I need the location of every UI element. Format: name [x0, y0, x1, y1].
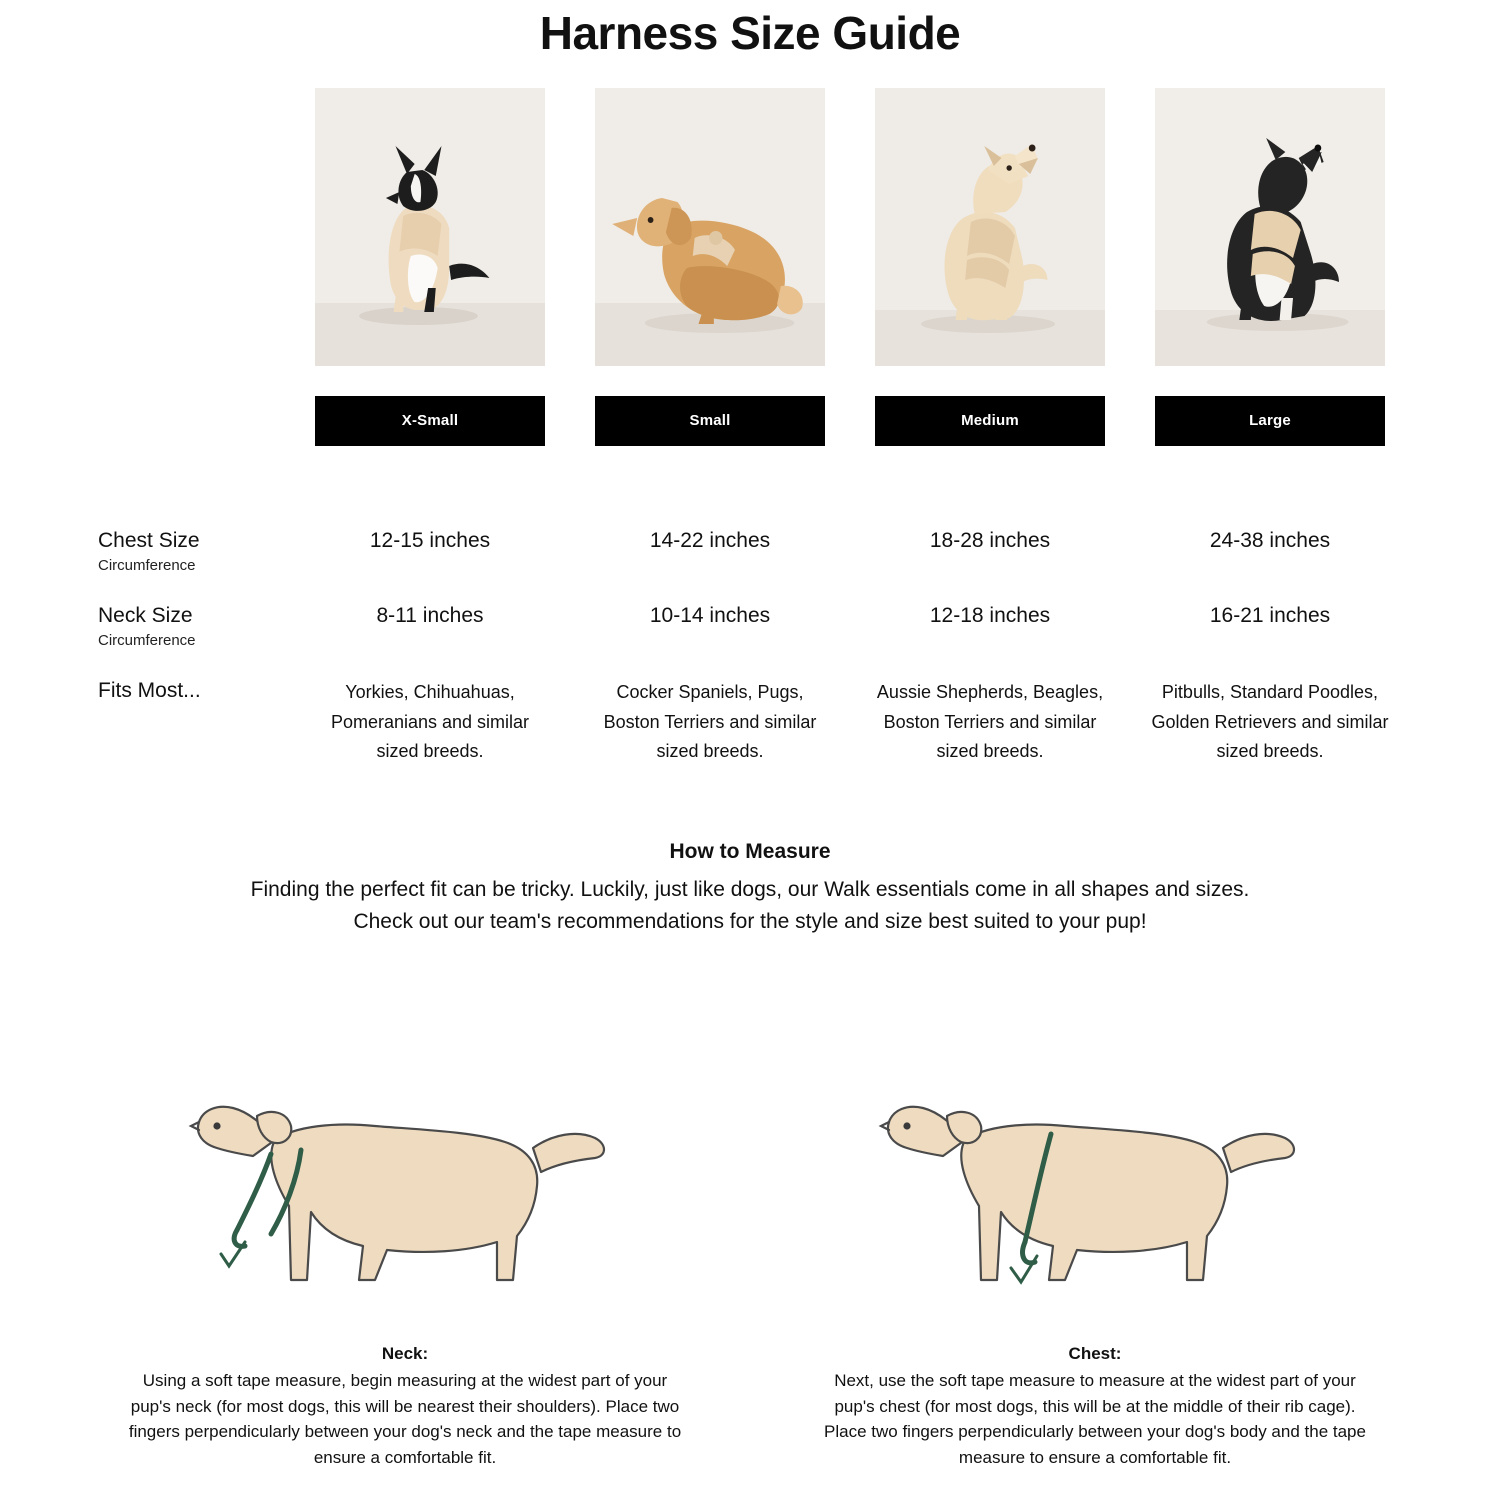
measure-illustrations	[60, 1030, 1440, 1470]
chest-value-xsmall: 12-15 inches	[369, 529, 491, 552]
grid-spacer	[90, 88, 290, 366]
size-label-cell-medium	[850, 366, 1130, 446]
chest-value-medium: 18-28 inches	[929, 529, 1051, 552]
dog-chest-measure-illustration	[750, 1030, 1440, 1330]
chest-value-large: 24-38 inches	[1209, 529, 1331, 552]
chest-measure-column	[750, 1030, 1440, 1470]
neck-measure-column	[60, 1030, 750, 1470]
size-label-cell-xsmall	[290, 366, 570, 446]
size-label-cell-small	[570, 366, 850, 446]
fits-value-small: Cocker Spaniels, Pugs, Boston Terriers and similar sized breeds.	[603, 682, 817, 761]
fits-value-xsmall: Yorkies, Chihuahuas, Pomeranians and similar sized breeds.	[330, 682, 530, 761]
row-label-fits-text: Fits Most...	[98, 679, 201, 703]
photo-cell-medium	[850, 88, 1130, 366]
chest-measure-text: Next, use the soft tape measure to measure at the widest part of your pup's chest (for most dogs, this will be at the middle of their rib cage). Place two fingers perpendicularly between your dog's body and the tape measure to ensure a comfortable fit.	[824, 1371, 1366, 1467]
neck-measure-heading: Neck:	[381, 1344, 429, 1363]
row-label-neck-sub: Circumference	[98, 632, 196, 650]
photo-cell-large	[1130, 88, 1410, 366]
how-to-measure-body: Finding the perfect fit can be tricky. Luckily, just like dogs, our Walk essentials come in all shapes and sizes. Check out our team's recommendations for the style and size best suited to your pup!	[250, 878, 1250, 933]
row-label-neck	[90, 575, 290, 650]
terrier-mix-wearing-harness-photo	[875, 88, 1105, 366]
neck-measure-text: Using a soft tape measure, begin measuring at the widest part of your pup's neck (for most dogs, this will be nearest their shoulders). Place two fingers perpendicularly between your dog's neck and the tape measure to ensure a comfortable fit.	[128, 1371, 682, 1467]
neck-value-xsmall: 8-11 inches	[376, 604, 484, 628]
neck-value-medium: 12-18 inches	[929, 604, 1051, 628]
dog-neck-measure-illustration	[60, 1030, 750, 1330]
chest-measure-heading: Chest:	[1068, 1344, 1122, 1363]
size-badge-large: Large	[1155, 396, 1385, 446]
size-badge-xsmall: X-Small	[315, 396, 545, 446]
how-to-measure-title: How to Measure	[669, 840, 831, 863]
spec-table	[90, 500, 1410, 766]
neck-value-large: 16-21 inches	[1209, 604, 1331, 628]
row-label-neck-text: Neck Size	[98, 604, 193, 628]
size-photo-grid	[90, 88, 1410, 446]
chihuahua-wearing-harness-photo	[315, 88, 545, 366]
fits-value-medium: Aussie Shepherds, Beagles, Boston Terriers and similar sized breeds.	[876, 682, 1104, 761]
row-label-chest-sub: Circumference	[98, 557, 196, 575]
size-label-cell-large	[1130, 366, 1410, 446]
fits-value-large: Pitbulls, Standard Poodles, Golden Retrievers and similar sized breeds.	[1151, 682, 1389, 761]
cocker-spaniel-wearing-harness-photo	[595, 88, 825, 366]
photo-cell-xsmall	[290, 88, 570, 366]
row-label-fits	[90, 650, 290, 765]
how-to-measure-section	[250, 840, 1250, 938]
grid-spacer-labels	[90, 366, 290, 446]
row-label-chest-text: Chest Size	[98, 529, 200, 552]
neck-value-small: 10-14 inches	[649, 604, 771, 628]
photo-cell-small	[570, 88, 850, 366]
row-label-chest	[90, 500, 290, 575]
page-title: Harness Size Guide	[539, 7, 961, 59]
size-badge-small: Small	[595, 396, 825, 446]
chest-value-small: 14-22 inches	[649, 529, 771, 552]
pitbull-wearing-harness-photo	[1155, 88, 1385, 366]
size-badge-medium: Medium	[875, 396, 1105, 446]
